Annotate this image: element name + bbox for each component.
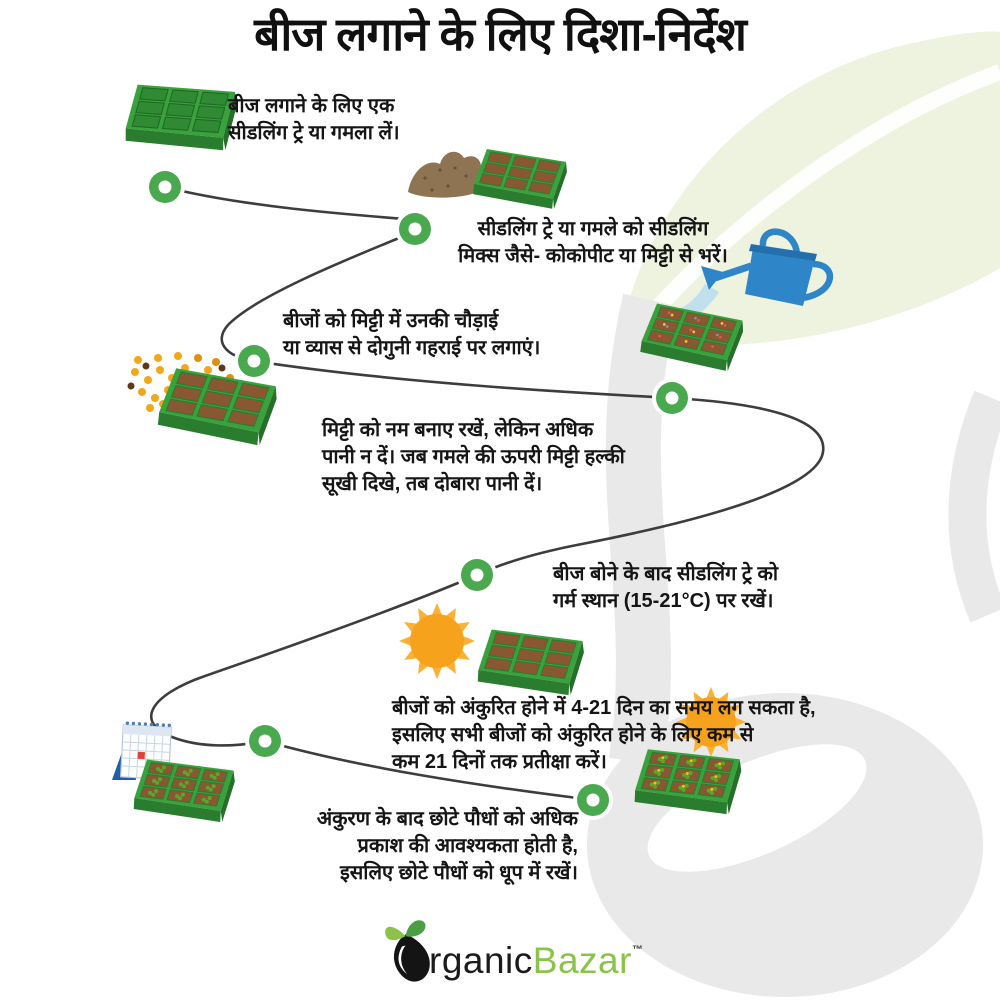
text-line: इसलिए सभी बीजों को अंकुरित होने के लिए कम से xyxy=(392,724,754,746)
text-line: बीज बोने के बाद सीडलिंग ट्रे को xyxy=(553,563,779,585)
warm-place-tray-icon xyxy=(476,626,585,698)
sun-icon xyxy=(399,603,475,679)
step-1-dot xyxy=(145,167,185,207)
text-line: कम 21 दिनों तक प्रतीक्षा करें। xyxy=(392,751,607,773)
logo-text-green: Bazar xyxy=(532,940,632,981)
step-4-text xyxy=(322,417,625,498)
step-7-text xyxy=(278,806,578,887)
step-5-text xyxy=(553,561,778,615)
step-1-text xyxy=(228,93,400,147)
text-line: प्रकाश की आवश्यकता होती है, xyxy=(357,835,578,857)
text-line: अंकुरण के बाद छोटे पौधों को अधिक xyxy=(316,808,578,830)
text-line: सीडलिंग ट्रे या गमले को सीडलिंग xyxy=(477,218,709,240)
step-7-dot xyxy=(573,780,613,820)
text-line: गर्म स्थान (15-21°C) पर रखें। xyxy=(553,590,774,612)
text-line: मिट्टी को नम बनाए रखें, लेकिन अधिक xyxy=(322,419,594,441)
organicbazar-logo xyxy=(383,908,683,988)
sprout-seed-icon xyxy=(383,908,435,990)
text-line: सूखी दिखे, तब दोबारा पानी दें। xyxy=(322,473,543,495)
step-5-dot xyxy=(457,555,497,595)
step-2-text xyxy=(428,216,758,270)
step-6-text xyxy=(392,695,816,776)
logo-wordmark xyxy=(429,940,643,982)
text-line: इसलिए छोटे पौधों को धूप में रखें। xyxy=(339,862,578,884)
text-line: बीजों को अंकुरित होने में 4-21 दिन का समय लग सकता है, xyxy=(392,697,816,719)
text-line: मिक्स जैसे- कोकोपीट या मिट्टी से भरें। xyxy=(458,245,728,267)
page-title: बीज लगाने के लिए दिशा-निर्देश xyxy=(254,8,746,60)
step-4-dot xyxy=(652,378,692,418)
logo-text-black: rganic xyxy=(429,940,533,981)
background-right-swoosh xyxy=(967,398,992,615)
step-6-dot xyxy=(245,721,285,761)
seedling-tray-icon xyxy=(121,76,241,158)
logo-trademark: ™ xyxy=(631,944,644,956)
soil-filled-tray-icon xyxy=(473,149,567,209)
step-3-text xyxy=(283,308,540,362)
step-3-dot xyxy=(234,341,274,381)
text-line: बीज लगाने के लिए एक xyxy=(228,95,395,117)
sprouted-tray-icon xyxy=(132,756,236,825)
text-line: बीजों को मिट्टी में उनकी चौड़ाई xyxy=(283,310,499,332)
text-line: सीडलिंग ट्रे या गमला लें। xyxy=(228,122,400,144)
background-shapes xyxy=(587,32,1000,997)
text-line: पानी न दें। जब गमले की ऊपरी मिट्टी हल्की xyxy=(322,446,625,468)
text-line: या व्यास से दोगुनी गहराई पर लगाएं। xyxy=(283,337,541,359)
